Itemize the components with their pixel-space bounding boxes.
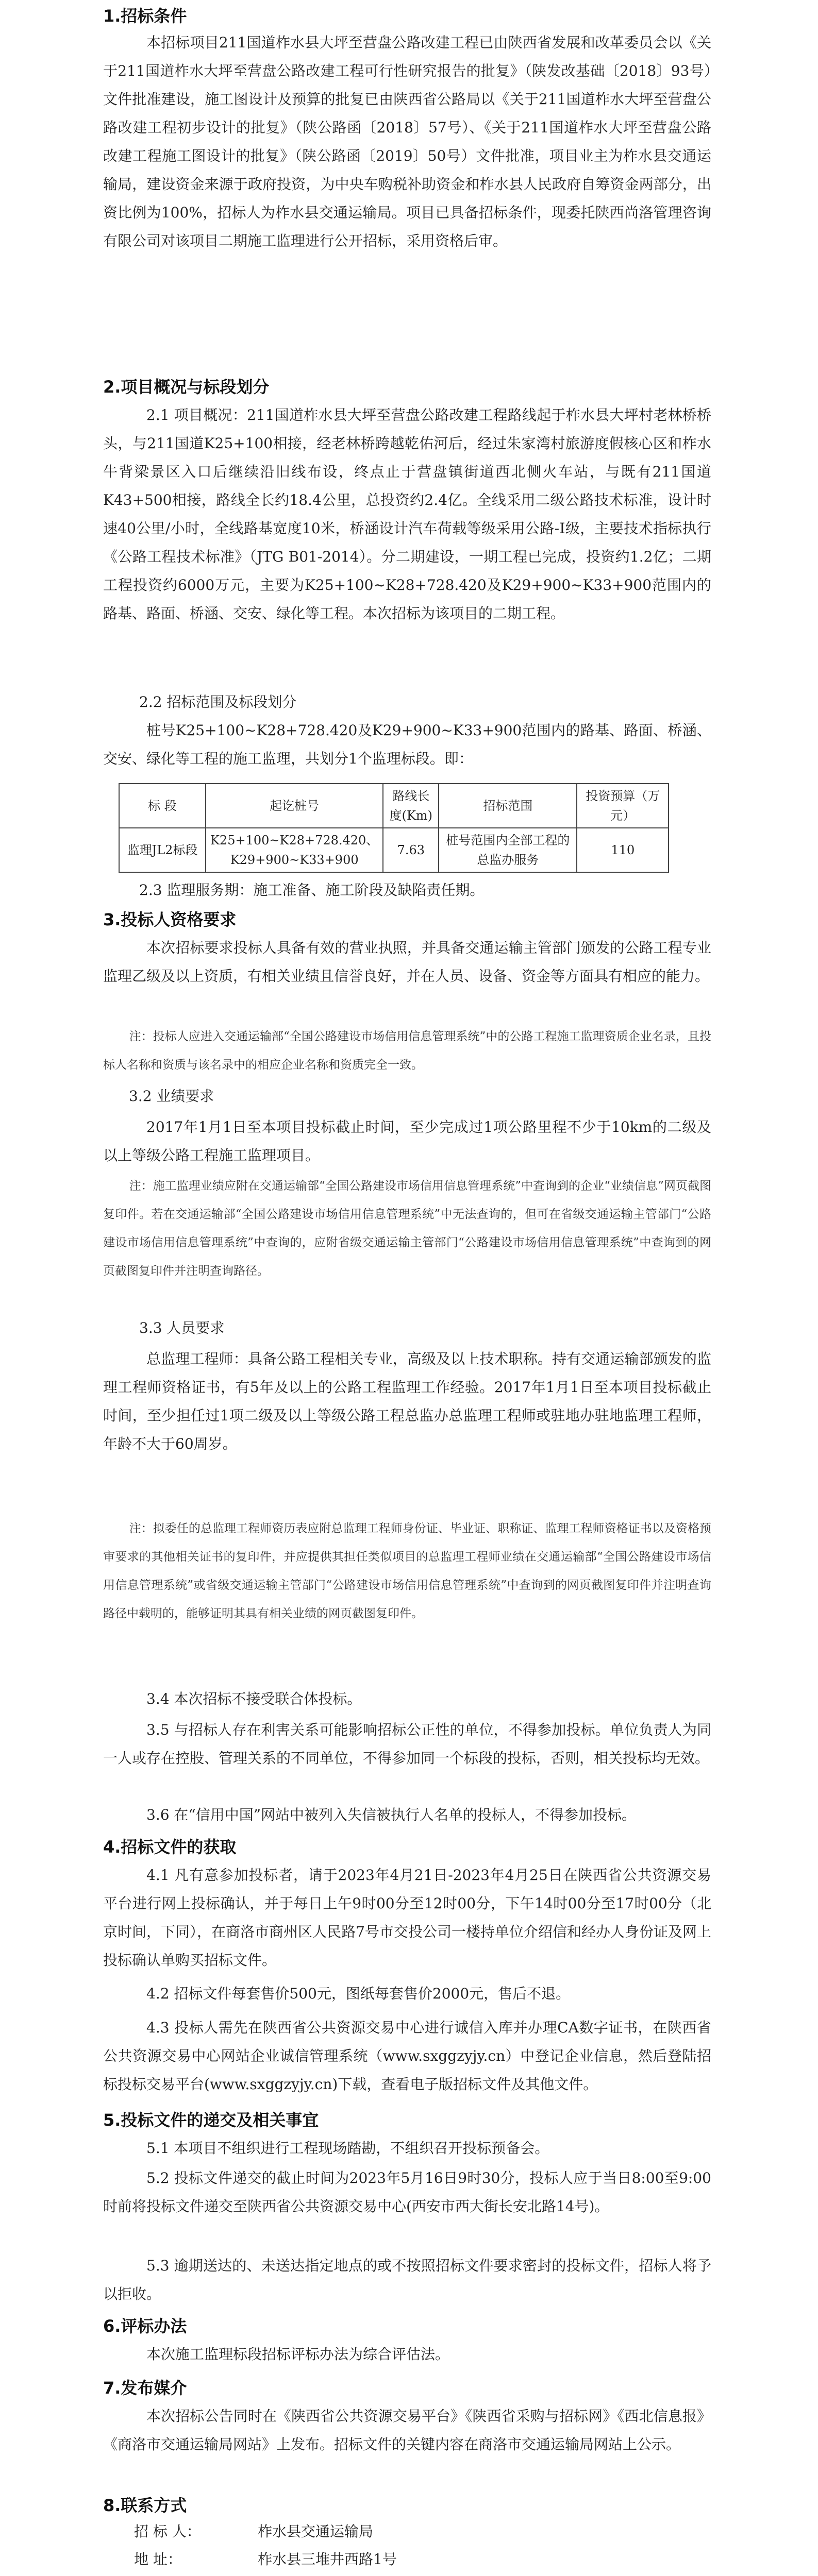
section-3-5-body: 3.5 与招标人存在利害关系可能影响招标公正性的单位，不得参加投标。单位负责人为同一人或存在控股、管理关系的不同单位，不得参加同一个标段的投标，否则，相关投标均无效。: [103, 1721, 711, 1767]
section-2-3-body: 2.3 监理服务期：施工准备、施工阶段及缺陷责任期。: [139, 882, 485, 899]
table-header-cell: 招标范围: [439, 784, 577, 828]
section-5-1-body: 5.1 本项目不组织进行工程现场踏勘，不组织召开投标预备会。: [146, 2140, 549, 2157]
table-cell: 7.63: [383, 828, 439, 872]
bid-section-table: [119, 783, 669, 873]
table-cell: 110: [577, 828, 669, 872]
section-4-2-body: 4.2 招标文件每套售价500元，图纸每套售价2000元，售后不退。: [146, 1985, 571, 2002]
section-3-1-body: 本次招标要求投标人具备有效的营业执照，并具备交通运输主管部门颁发的公路工程专业监理乙级及以上资质，有相关业绩且信誉良好，并在人员、设备、资金等方面具有相应的能力。: [103, 939, 711, 985]
section-2-title: 2.项目概况与标段划分: [103, 377, 270, 397]
table-cell: K25+100~K28+728.420、K29+900~K33+900: [206, 828, 383, 872]
section-7-title: 7.发布媒介: [103, 2378, 187, 2398]
section-3-6-body: 3.6 在“信用中国”网站中被列入失信被执行人名单的投标人，不得参加投标。: [146, 1806, 637, 1823]
table-cell: 监理JL2标段: [119, 828, 206, 872]
section-3-2-body: 2017年1月1日至本项目投标截止时间，至少完成过1项公路里程不少于10km的二级及以上等级公路工程施工监理项目。: [103, 1118, 711, 1164]
section-3-4-body: 3.4 本次招标不接受联合体投标。: [146, 1690, 362, 1707]
section-5-3-body: 5.3 逾期送达的、未送达指定地点的或不按照招标文件要求密封的投标文件，招标人将予以拒收。: [103, 2257, 711, 2302]
table-header-cell: 路线长度(Km): [383, 784, 439, 828]
section-6-body: 本次施工监理标段招标评标办法为综合评估法。: [146, 2346, 450, 2363]
tenderer-address-label: 地 址：: [134, 2551, 182, 2568]
table-header-cell: 起讫桩号: [206, 784, 383, 828]
section-5-title: 5.投标文件的递交及相关事宜: [103, 2110, 319, 2130]
section-3-3-note: 注：拟委任的总监理工程师资历表应附总监理工程师身份证、毕业证、职称证、监理工程师资格证书以及资格预审要求的其他相关证书的复印件，并应提供其担任类似项目的总监理工程师业绩在交通运输部“全国公路建设市场信用信息管理系统”或省级交通运输主管部门“公路建设市场信用信息管理系统”中查询到的网页截图复印件并注明查询路径中载明的，能够证明其具有相关业绩的网页截图复印件。: [103, 1522, 711, 1620]
section-4-title: 4.招标文件的获取: [103, 1837, 237, 1857]
section-3-3-title: 3.3 人员要求: [139, 1319, 225, 1336]
section-3-2-title: 3.2 业绩要求: [129, 1088, 214, 1105]
tenderer-address-value: 柞水县三堆井西路1号: [258, 2551, 397, 2568]
section-4-1-body: 4.1 凡有意参加投标者，请于2023年4月21日-2023年4月25日在陕西省公共资源交易平台进行网上投标确认，并于每日上午9时00分至12时00分，下午14时00分至17时00分（北京时间，下同），在商洛市商州区人民路7号市交投公司一楼持单位介绍信和经办人身份证及网上投标确认单购买招标文件。: [103, 1867, 711, 1969]
table-header-cell: 投资预算（万元）: [577, 784, 669, 828]
section-4-3-body: 4.3 投标人需先在陕西省公共资源交易中心进行诚信入库并办理CA数字证书，在陕西省公共资源交易中心网站企业诚信管理系统（www.sxggzyjy.cn）中登记企业信息，然后登陆招标投标交易平台(www.sxggzyjy.cn)下载，查看电子版招标文件及其他文件。: [103, 2019, 711, 2093]
section-1-body: 本招标项目211国道柞水县大坪至营盘公路改建工程已由陕西省发展和改革委员会以《关于211国道柞水大坪至营盘公路改建工程可行性研究报告的批复》（陕发改基础〔2018〕93号）文件批准建设，施工图设计及预算的批复已由陕西省公路局以《关于211国道柞水大坪至营盘公路改建工程初步设计的批复》（陕公路函〔2018〕57号）、《关于211国道柞水大坪至营盘公路改建工程施工图设计的批复》（陕公路函〔2019〕50号）文件批准，项目业主为柞水县交通运输局，建设资金来源于政府投资，为中央车购税补助资金和柞水县人民政府自筹资金两部分，出资比例为100%，招标人为柞水县交通运输局。项目已具备招标条件，现委托陕西尚洛管理咨询有限公司对该项目二期施工监理进行公开招标，采用资格后审。: [103, 34, 711, 249]
section-6-title: 6.评标办法: [103, 2316, 187, 2336]
section-5-2-body: 5.2 投标文件递交的截止时间为2023年5月16日9时30分，投标人应于当日8:00至9:00时前将投标文件递交至陕西省公共资源交易中心(西安市西大街长安北路14号)。: [103, 2170, 711, 2215]
section-8-title: 8.联系方式: [103, 2496, 187, 2515]
section-2-2-title: 2.2 招标范围及标段划分: [139, 693, 297, 710]
table-header-row: [119, 784, 669, 828]
table-row: [119, 828, 669, 872]
section-2-2-body: 桩号K25+100~K28+728.420及K29+900~K33+900范围内的路基、路面、桥涵、交安、绿化等工程的施工监理，共划分1个监理标段。即：: [103, 722, 711, 767]
section-7-body: 本次招标公告同时在《陕西省公共资源交易平台》《陕西省采购与招标网》《西北信息报》《商洛市交通运输局网站》上发布。招标文件的关键内容在商洛市交通运输局网站上公示。: [103, 2408, 711, 2453]
table-header-cell: 标 段: [119, 784, 206, 828]
section-2-1-body: 2.1 项目概况：211国道柞水县大坪至营盘公路改建工程路线起于柞水县大坪村老林桥桥头，与211国道K25+100相接，经老林桥跨越乾佑河后，经过朱家湾村旅游度假核心区和柞水牛背梁景区入口后继续沿旧线布设，终点止于营盘镇街道西北侧火车站，与既有211国道K43+500相接，路线全长约18.4公里，总投资约2.4亿。全线采用二级公路技术标准，设计时速40公里/小时，全线路基宽度10米，桥涵设计汽车荷载等级采用公路-Ⅰ级，主要技术指标执行《公路工程技术标准》（JTG B01-2014）。分二期建设，一期工程已完成，投资约1.2亿；二期工程投资约6000万元，主要为K25+100~K28+728.420及K29+900~K33+900范围内的路基、路面、桥涵、交安、绿化等工程。本次招标为该项目的二期工程。: [103, 406, 711, 622]
section-3-3-body: 总监理工程师：具备公路工程相关专业，高级及以上技术职称。持有交通运输部颁发的监理工程师资格证书，有5年及以上的公路工程监理工作经验。2017年1月1日至本项目投标截止时间，至少担任过1项二级及以上等级公路工程总监办总监理工程师或驻地办驻地监理工程师，年龄不大于60周岁。: [103, 1350, 711, 1452]
tenderer-value: 柞水县交通运输局: [258, 2523, 374, 2540]
section-3-1-note: 注：投标人应进入交通运输部“全国公路建设市场信用信息管理系统”中的公路工程施工监理资质企业名录，且投标人名称和资质与该名录中的相应企业名称和资质完全一致。: [103, 1030, 711, 1072]
tenderer-label: 招 标 人：: [134, 2523, 201, 2540]
section-3-title: 3.投标人资格要求: [103, 910, 237, 929]
table-cell: 桩号范围内全部工程的总监办服务: [439, 828, 577, 872]
section-3-2-note: 注：施工监理业绩应附在交通运输部“全国公路建设市场信用信息管理系统”中查询到的企业“业绩信息”网页截图复印件。若在交通运输部“全国公路建设市场信用信息管理系统”中无法查询的，但可在省级交通运输主管部门“公路建设市场信用信息管理系统”中查询的，应附省级交通运输主管部门“公路建设市场信用信息管理系统”中查询到的网页截图复印件并注明查询路径。: [103, 1179, 711, 1278]
section-1-title: 1.招标条件: [103, 6, 187, 26]
